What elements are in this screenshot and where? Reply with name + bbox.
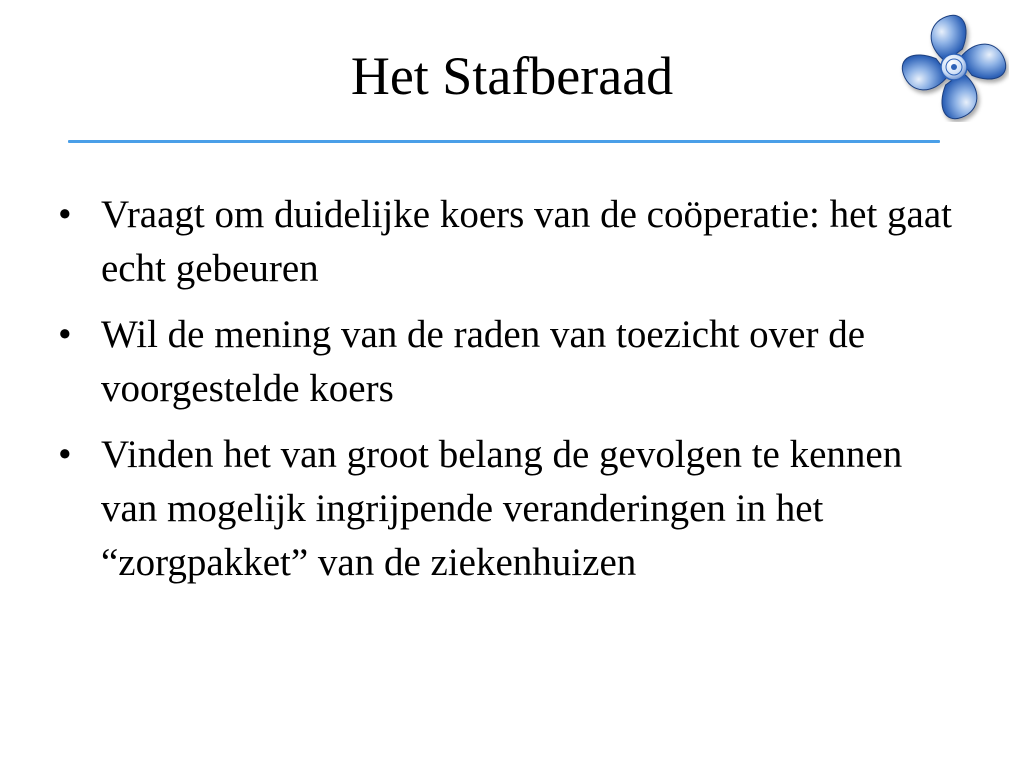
bullet-item — [58, 188, 958, 296]
slide-title: Het Stafberaad — [350, 46, 674, 106]
bullet-text: Vraagt om duidelijke koers van de coöperatie: het gaat echt gebeuren — [101, 193, 952, 290]
bullet-item — [58, 428, 958, 590]
bullet-marker: • — [58, 433, 72, 476]
bullet-text: Vinden het van groot belang de gevolgen te kennen van mogelijk ingrijpende veranderingen in het “zorgpakket” van de ziekenhuizen — [101, 433, 903, 584]
propeller-logo-icon — [899, 12, 1009, 122]
bullet-text: Wil de mening van de raden van toezicht over de voorgestelde koers — [101, 313, 866, 410]
bullet-item — [58, 308, 958, 416]
bullet-marker: • — [58, 193, 72, 236]
bullet-list — [58, 188, 958, 602]
bullet-marker: • — [58, 313, 72, 356]
title-divider — [68, 140, 940, 143]
